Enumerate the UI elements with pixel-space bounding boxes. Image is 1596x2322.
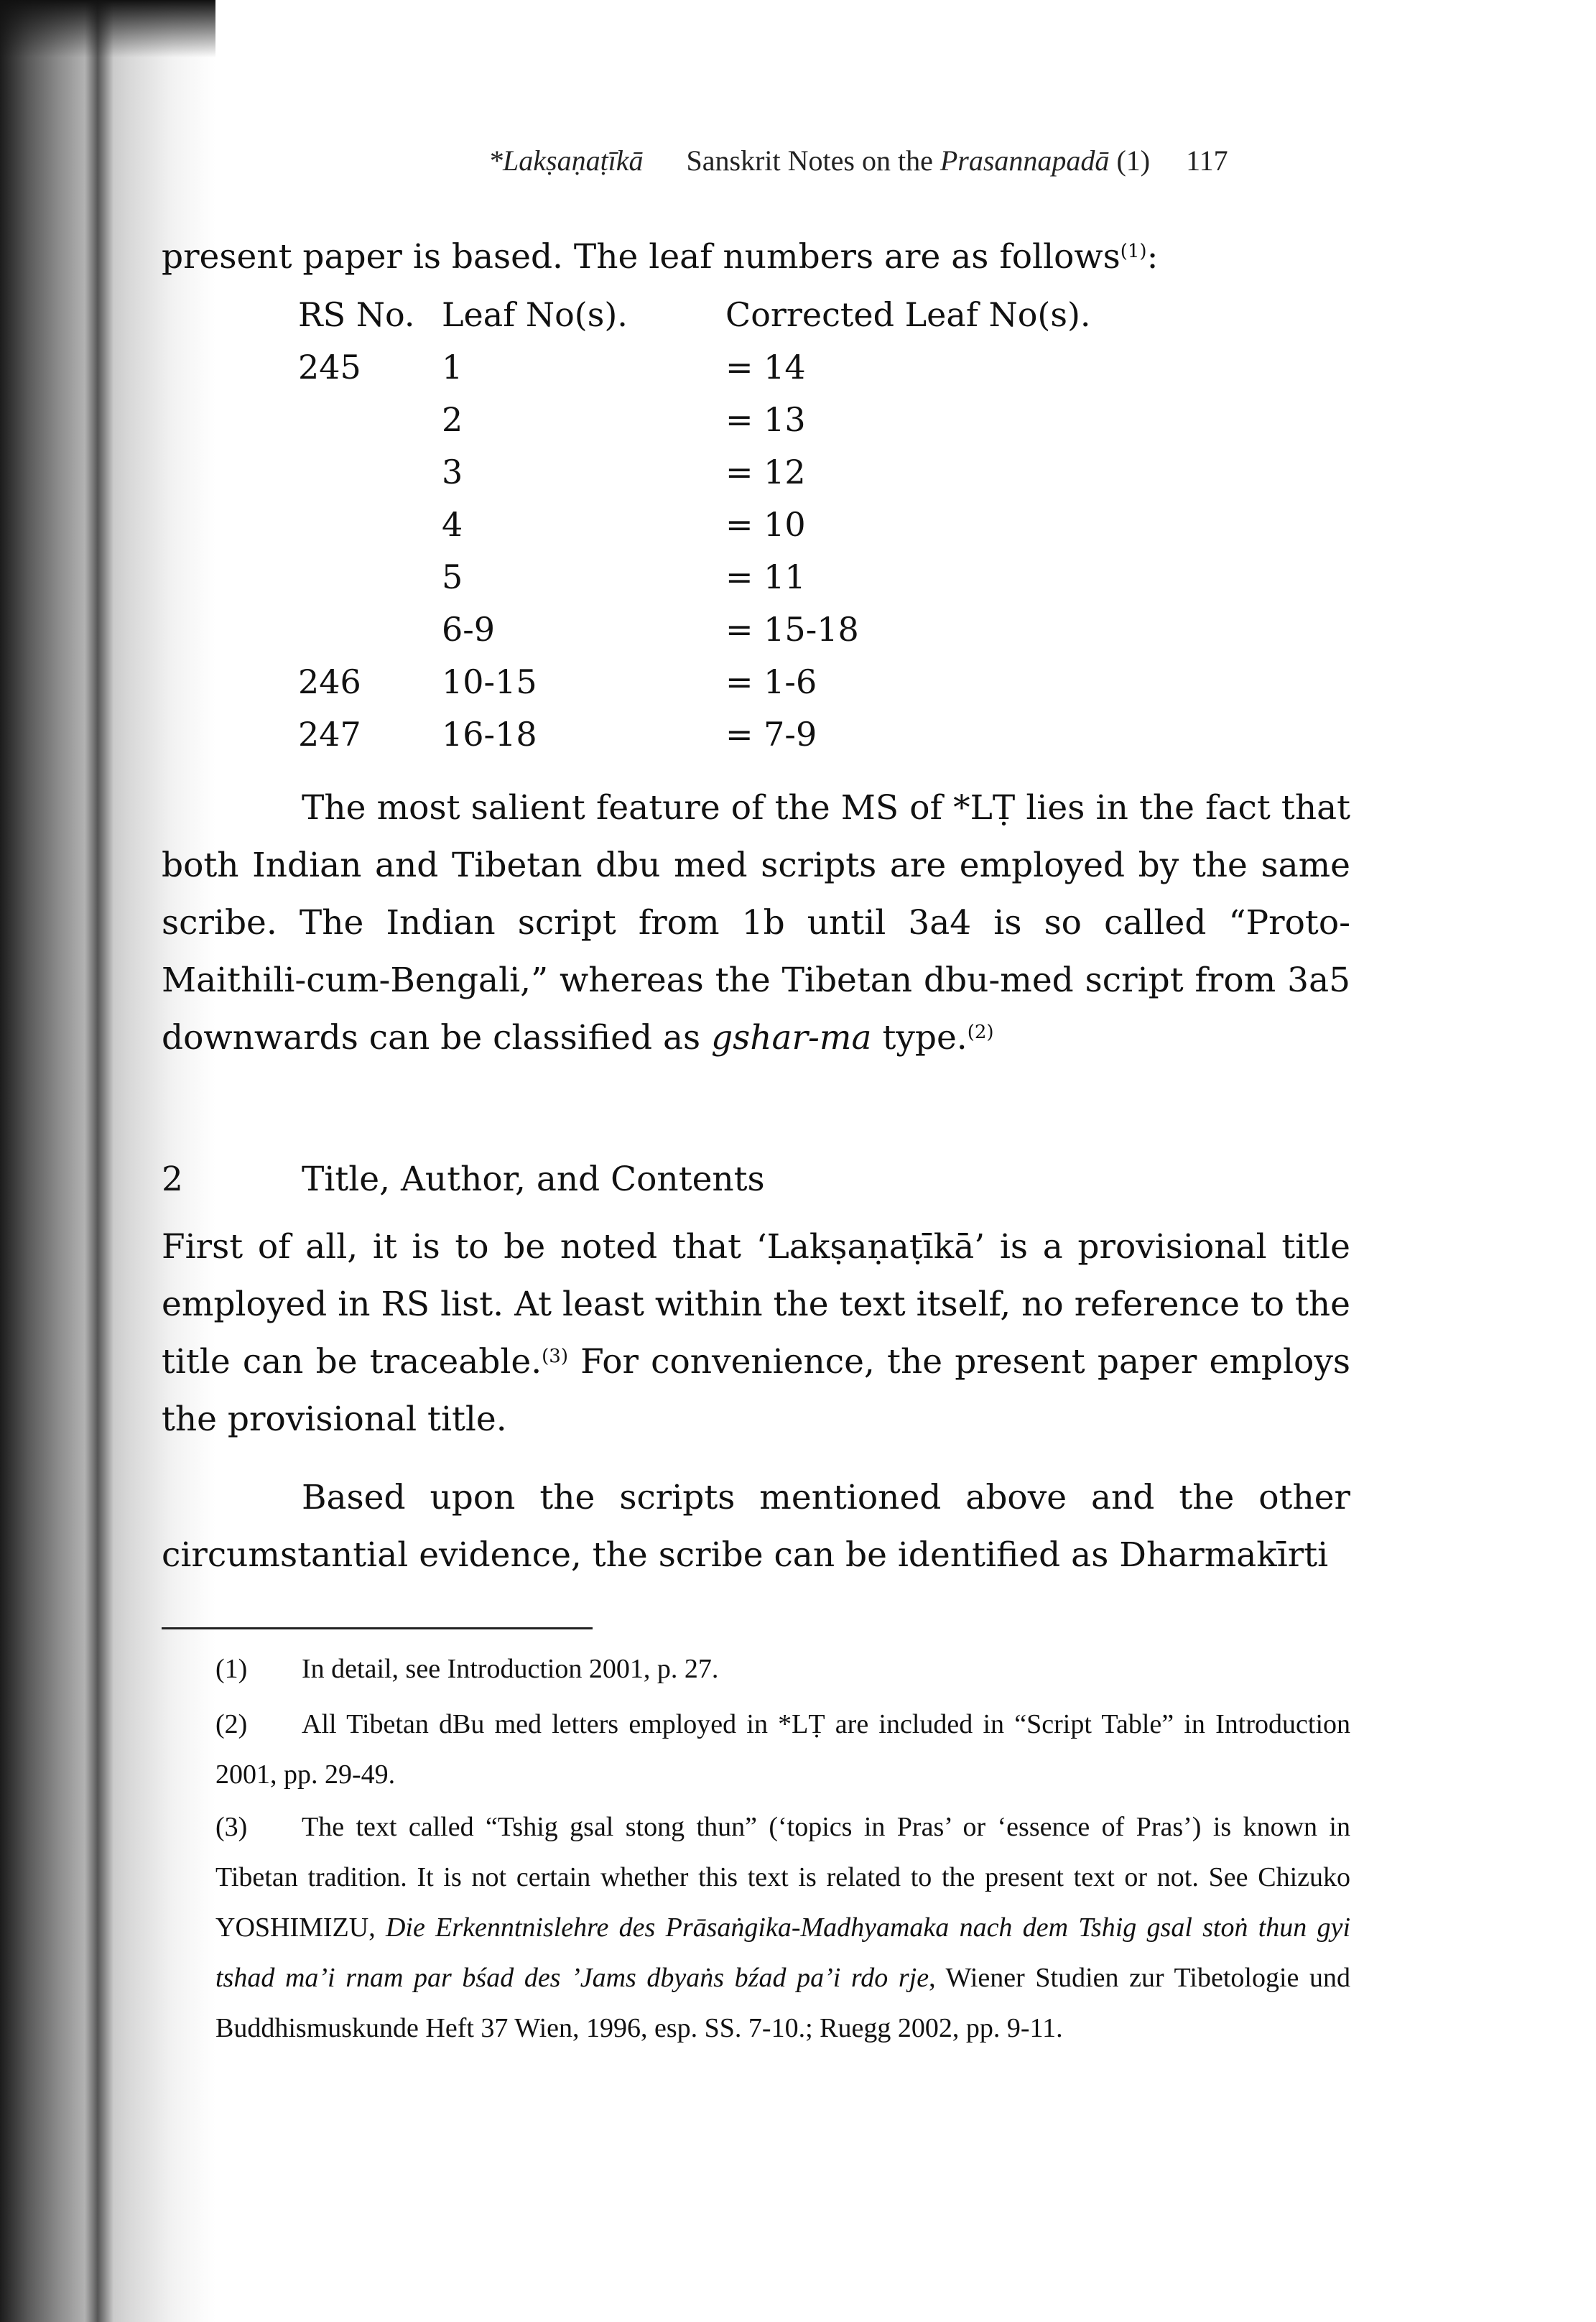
paragraph-title (162, 1218, 1350, 1448)
table-row (298, 656, 1232, 708)
footnote-3-text (215, 1802, 1350, 2053)
table-row (298, 499, 1232, 551)
footnote-1-number: (1) (215, 1654, 248, 1684)
footnote-2-text: All Tibetan dBu med letters employed in *LṬ are included in “Script Table” in Introduction 2001, pp. 29-49. (215, 1709, 1350, 1790)
footnote-ref-3[interactable]: (3) (542, 1346, 568, 1367)
table-cell-corrected: = 1-6 (725, 662, 817, 701)
para2-tail: For convenience, the present paper employs the provisional title. (162, 1342, 1350, 1439)
footnote-ref-2[interactable]: (2) (967, 1022, 994, 1043)
table-cell-corrected: = 10 (725, 505, 806, 544)
header-part: (1) (1116, 144, 1151, 177)
running-header (488, 144, 1307, 177)
table-cell-corrected: = 15-18 (725, 610, 859, 649)
intro-line-tail: : (1146, 237, 1159, 277)
paragraph-scripts (162, 780, 1350, 1067)
table-cell-corrected: = 7-9 (725, 715, 817, 754)
table-header-rs-no: RS No. (298, 295, 415, 334)
footnote-1-text: In detail, see Introduction 2001, p. 27. (302, 1654, 719, 1684)
table-cell-leaf: 10-15 (442, 662, 537, 701)
para1-italic-term: gshar-ma (711, 1018, 872, 1058)
table-cell-leaf: 2 (442, 400, 463, 439)
footnote-3-text-b: , Wiener Studien zur Tibetologie und Buddhismuskunde Heft 37 Wien, 1996, esp. SS. 7-10.; Ruegg 2002, pp. 9-11. (215, 1963, 1350, 2043)
footnote-3-italic-title: Die Erkenntnislehre des Prāsaṅgika-Madhyamaka nach dem Tshig gsal stoṅ thun gyi tshad ma’i rnam par bśad des ’Jams dbyaṅs bźad pa’i rdo rje (215, 1912, 1350, 1993)
para3-text: Based upon the scripts mentioned above and the other circumstantial evidence, the scribe can be identified as Dharmakīrti (162, 1478, 1350, 1575)
table-cell-corrected: = 11 (725, 558, 806, 596)
gutter-fold-line (85, 0, 113, 2322)
table-header-corrected: Corrected Leaf No(s). (725, 295, 1091, 334)
footnote-2 (215, 1699, 1350, 1800)
page-number: 117 (1186, 144, 1228, 177)
footnote-3-text-a: The text called “Tshig gsal stong thun” (‘topics in Pras’ or ‘essence of Pras’) is known in Tibetan tradition. It is not certain whether this text is related to the present text or not. See Chizuko YOSHIMIZU, (215, 1812, 1350, 1943)
footnote-ref-1[interactable]: (1) (1120, 241, 1147, 262)
table-cell-corrected: = 12 (725, 453, 806, 491)
footnote-3-number: (3) (215, 1812, 248, 1842)
footnote-1 (215, 1644, 1350, 1694)
footnote-3 (215, 1802, 1350, 2053)
leaf-number-table (298, 289, 1232, 761)
table-cell-rs: 247 (298, 715, 361, 754)
table-header-row (298, 289, 1232, 341)
table-row (298, 708, 1232, 761)
table-row (298, 341, 1232, 394)
gutter-top-shadow (0, 0, 215, 57)
table-row (298, 394, 1232, 446)
table-cell-leaf: 4 (442, 505, 463, 544)
section-title: Title, Author, and Contents (302, 1160, 765, 1199)
intro-line (162, 228, 1350, 286)
para1-tail: type. (871, 1018, 968, 1058)
table-row (298, 551, 1232, 603)
section-number: 2 (162, 1160, 183, 1199)
header-title-italic: Prasannapadā (939, 144, 1110, 177)
paragraph-scribe (162, 1469, 1350, 1584)
table-cell-leaf: 5 (442, 558, 463, 596)
table-row (298, 446, 1232, 499)
table-cell-rs: 246 (298, 662, 361, 701)
table-cell-corrected: = 13 (725, 400, 806, 439)
header-short-title: *Lakṣaṇaṭīkā (488, 144, 644, 177)
table-row (298, 603, 1232, 656)
table-cell-leaf: 3 (442, 453, 463, 491)
para1-text: The most salient feature of the MS of *LṬ lies in the fact that both Indian and Tibetan dbu med scripts are employed by the same scribe. The Indian script from 1b until 3a4 is so called “Proto-Maithili-cum-Bengali,” whereas the Tibetan dbu-med script from 3a5 downwards can be classified as (162, 788, 1350, 1058)
table-header-leaf-no: Leaf No(s). (442, 295, 628, 334)
table-cell-corrected: = 14 (725, 348, 806, 387)
table-cell-leaf: 6-9 (442, 610, 496, 649)
table-cell-leaf: 16-18 (442, 715, 537, 754)
table-cell-rs: 245 (298, 348, 361, 387)
footnote-divider (162, 1627, 593, 1629)
table-cell-leaf: 1 (442, 348, 463, 387)
intro-line-text: present paper is based. The leaf numbers are as follows (162, 237, 1121, 277)
para2-text: First of all, it is to be noted that ‘Lakṣaṇaṭīkā’ is a provisional title employed in RS list. At least within the text itself, no reference to the title can be traceable. (162, 1227, 1350, 1382)
header-title-prefix: Sanskrit Notes on the (686, 144, 940, 177)
footnote-2-number: (2) (215, 1709, 248, 1739)
